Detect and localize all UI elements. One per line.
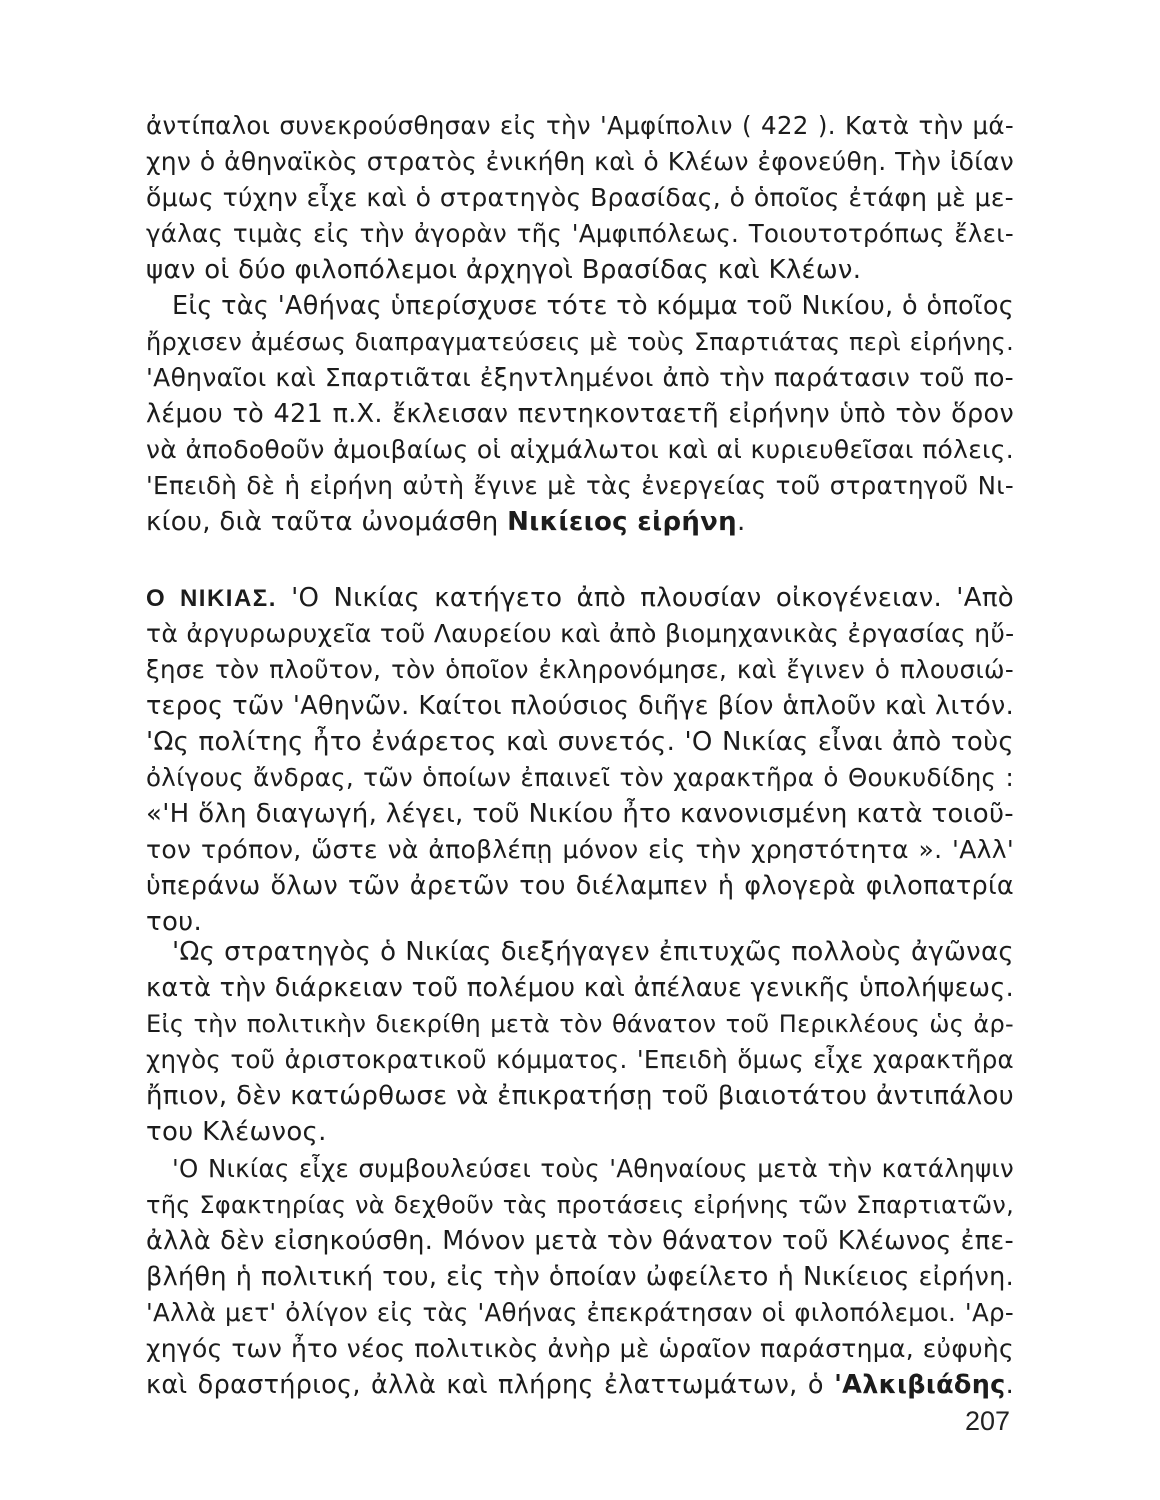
text-line: χηγὸς τοῦ ἀριστοκρατικοῦ κόμματος. 'Επειδὴ ὅμως εἶχε χαρακτῆρα [146,1045,1014,1074]
text-fragment: 'Ο Νικίας κατήγετο ἀπὸ πλουσίαν οἰκογένειαν. 'Απὸ [291,583,1015,613]
text-line: ψαν οἱ δύο φιλοπόλεμοι ἀρχηγοὶ Βρασίδας καὶ Κλέων. [146,255,862,285]
emphasized-term: 'Αλκιβιάδης [834,1370,1006,1400]
text-line: 'Ο Νικίας εἶχε συμβουλεύσει τοὺς 'Αθηναίους μετὰ τὴν κατάληψιν [172,1154,1014,1183]
text-line: του. [146,907,203,937]
paragraph-4 [146,934,1014,1150]
text-line: τῆς Σφακτηρίας νὰ δεχθοῦν τὰς προτάσεις εἰρήνης τῶν Σπαρτιατῶν, [146,1191,1014,1219]
text-line: 'Ως πολίτης ἦτο ἐνάρετος καὶ συνετός. 'Ο Νικίας εἶναι ἀπὸ τοὺς [146,727,1014,757]
text-line: ὀλίγους ἄνδρας, τῶν ὁποίων ἐπαινεῖ τὸν χαρακτῆρα ὁ Θουκυδίδης : [146,763,1014,792]
text-line: νὰ ἀποδοθοῦν ἀμοιβαίως οἱ αἰχμάλωτοι καὶ αἱ κυριευθεῖσαι πόλεις. [146,435,1014,464]
text-line: 'Αλλὰ μετ' ὀλίγον εἰς τὰς 'Αθήνας ἐπεκράτησαν οἱ φιλοπόλεμοι. 'Αρ- [146,1298,1014,1327]
text-fragment: . [737,507,746,537]
text-line: τον τρόπον, ὥστε νὰ ἀποβλέπῃ μόνον εἰς τὴν χρηστότητα ». 'Αλλ' [146,835,1014,864]
text-line: τὰ ἀργυρωρυχεῖα τοῦ Λαυρείου καὶ ἀπὸ βιομηχανικὰς ἐργασίας ηὔ- [146,619,1015,648]
text-line: ὑπεράνω ὅλων τῶν ἀρετῶν του διέλαμπεν ἡ φλογερὰ φιλοπατρία [146,871,1014,901]
text-line: ξησε τὸν πλοῦτον, τὸν ὁποῖον ἐκληρονόμησε, καὶ ἔγινεν ὁ πλουσιώ- [146,655,1014,684]
text-line: ὅμως τύχην εἶχε καὶ ὁ στρατηγὸς Βρασίδας, ὁ ὁποῖος ἐτάφη μὲ με- [146,183,1014,212]
text-line: λέμου τὸ 421 π.Χ. ἔκλεισαν πεντηκονταετῆ εἰρήνην ὑπὸ τὸν ὅρον [146,399,1014,429]
text-line: 'Επειδὴ δὲ ἡ εἰρήνη αὐτὴ ἔγινε μὲ τὰς ἐνεργείας τοῦ στρατηγοῦ Νι- [146,471,1014,500]
text-line: 'Αθηναῖοι καὶ Σπαρτιᾶται ἐξηντλημένοι ἀπὸ τὴν παράτασιν τοῦ πο- [146,363,1014,392]
text-line: του Κλέωνος. [146,1117,327,1147]
text-line [146,1367,1014,1403]
text-line: Εἰς τὰς 'Αθήνας ὑπερίσχυσε τότε τὸ κόμμα τοῦ Νικίου, ὁ ὁποῖος [172,291,1014,321]
section-nikias [146,580,1014,940]
page-number: 207 [964,1406,1010,1436]
text-line: Εἰς τὴν πολιτικὴν διεκρίθη μετὰ τὸν θάνατον τοῦ Περικλέους ὡς ἀρ- [146,1010,1014,1038]
text-fragment: . [1005,1370,1014,1400]
section-heading: Ο ΝΙΚΙΑΣ. [146,585,277,612]
text-line: ἤρχισεν ἀμέσως διαπραγματεύσεις μὲ τοὺς Σπαρτιάτας περὶ εἰρήνης. [146,328,1014,356]
emphasized-term: Νικίειος εἰρήνη [507,507,737,537]
text-line: βλήθη ἡ πολιτική του, εἰς τὴν ὁποίαν ὠφείλετο ἡ Νικίειος εἰρήνη. [146,1262,1014,1292]
text-line: ἀλλὰ δὲν εἰσηκούσθη. Μόνον μετὰ τὸν θάνατον τοῦ Κλέωνος ἐπε- [146,1226,1014,1256]
text-line: χηγός των ἦτο νέος πολιτικὸς ἀνὴρ μὲ ὡραῖον παράστημα, εὐφυὴς [146,1334,1014,1363]
text-line: 'Ως στρατηγὸς ὁ Νικίας διεξήγαγεν ἐπιτυχῶς πολλοὺς ἀγῶνας [172,937,1014,967]
text-line [146,504,1014,540]
paragraph-2 [146,288,1014,540]
paragraph-5 [146,1151,1014,1403]
text-line: γάλας τιμὰς εἰς τὴν ἀγορὰν τῆς 'Αμφιπόλεως. Τοιουτοτρόπως ἔλει- [146,219,1014,248]
paragraph-1 [146,108,1014,288]
text-line: ἀντίπαλοι συνεκρούσθησαν εἰς τὴν 'Αμφίπολιν ( 422 ). Κατὰ τὴν μά- [146,111,1014,140]
text-line: τερος τῶν 'Αθηνῶν. Καίτοι πλούσιος διῆγε βίον ἁπλοῦν καὶ λιτόν. [146,691,1014,721]
text-line: χην ὁ ἀθηναϊκὸς στρατὸς ἐνικήθη καὶ ὁ Κλέων ἐφονεύθη. Τὴν ἰδίαν [146,147,1014,176]
text-line: «'Η ὅλη διαγωγή, λέγει, τοῦ Νικίου ἦτο κανονισμένη κατὰ τοιοῦ- [146,799,1014,829]
text-fragment: κίου, διὰ ταῦτα ὠνομάσθη [146,507,508,537]
text-line [146,580,1014,616]
text-line: ἤπιον, δὲν κατώρθωσε νὰ ἐπικρατήσῃ τοῦ βιαιοτάτου ἀντιπάλου [146,1081,1014,1111]
text-line: κατὰ τὴν διάρκειαν τοῦ πολέμου καὶ ἀπέλαυε γενικῆς ὑπολήψεως. [146,973,1014,1003]
text-fragment: καὶ δραστήριος, ἀλλὰ καὶ πλήρης ἐλαττωμάτων, ὁ [146,1370,835,1400]
